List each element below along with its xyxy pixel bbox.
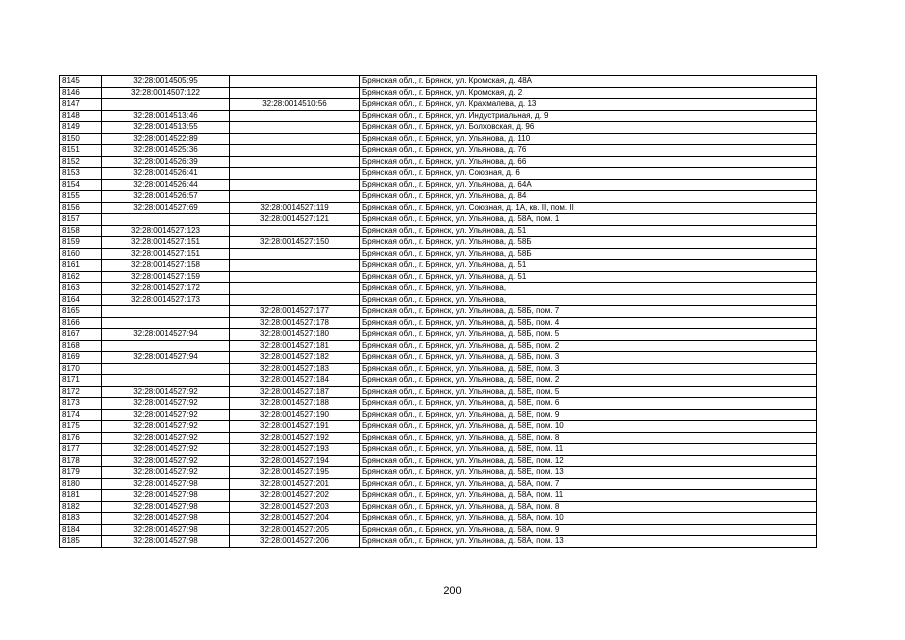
cadastral-number-cell: 32:28:0014505:95: [102, 76, 230, 88]
cadastral-number-cell: [102, 306, 230, 318]
address-cell: Брянская обл., г. Брянск, ул. Ульянова, д. 58Б, пом. 4: [360, 317, 817, 329]
table-row: [60, 191, 817, 203]
address-cell: Брянская обл., г. Брянск, ул. Ульянова, д. 58Е, пом. 5: [360, 386, 817, 398]
cadastral-number-cell: 32:28:0014527:92: [102, 444, 230, 456]
room-cadastral-number-cell: 32:28:0014527:202: [230, 490, 360, 502]
room-cadastral-number-cell: [230, 110, 360, 122]
address-cell: Брянская обл., г. Брянск, ул. Ульянова, д. 58Е, пом. 12: [360, 455, 817, 467]
cadastral-number-cell: 32:28:0014526:44: [102, 179, 230, 191]
address-cell: Брянская обл., г. Брянск, ул. Ульянова, д. 66: [360, 156, 817, 168]
cadastral-number-cell: [102, 340, 230, 352]
cadastral-number-cell: 32:28:0014527:94: [102, 352, 230, 364]
cadastral-number-cell: 32:28:0014527:98: [102, 478, 230, 490]
row-number-cell: 8179: [60, 467, 102, 479]
row-number-cell: 8148: [60, 110, 102, 122]
address-cell: Брянская обл., г. Брянск, ул. Болховская, д. 96: [360, 122, 817, 134]
address-cell: Брянская обл., г. Брянск, ул. Ульянова, д. 51: [360, 260, 817, 272]
row-number-cell: 8159: [60, 237, 102, 249]
cadastral-number-cell: 32:28:0014525:36: [102, 145, 230, 157]
cadastral-number-cell: 32:28:0014527:172: [102, 283, 230, 295]
address-cell: Брянская обл., г. Брянск, ул. Индустриальная, д. 9: [360, 110, 817, 122]
table-row: [60, 536, 817, 548]
table-row: [60, 168, 817, 180]
row-number-cell: 8161: [60, 260, 102, 272]
row-number-cell: 8155: [60, 191, 102, 203]
row-number-cell: 8156: [60, 202, 102, 214]
table-row: [60, 214, 817, 226]
cadastral-number-cell: 32:28:0014527:151: [102, 248, 230, 260]
row-number-cell: 8185: [60, 536, 102, 548]
cadastral-number-cell: 32:28:0014527:173: [102, 294, 230, 306]
address-cell: Брянская обл., г. Брянск, ул. Ульянова,: [360, 294, 817, 306]
room-cadastral-number-cell: [230, 122, 360, 134]
row-number-cell: 8184: [60, 524, 102, 536]
row-number-cell: 8151: [60, 145, 102, 157]
table-row: [60, 271, 817, 283]
cadastral-number-cell: 32:28:0014527:98: [102, 524, 230, 536]
room-cadastral-number-cell: 32:28:0014527:192: [230, 432, 360, 444]
room-cadastral-number-cell: 32:28:0014527:121: [230, 214, 360, 226]
room-cadastral-number-cell: 32:28:0014527:177: [230, 306, 360, 318]
room-cadastral-number-cell: 32:28:0014527:194: [230, 455, 360, 467]
table-row: [60, 398, 817, 410]
address-cell: Брянская обл., г. Брянск, ул. Ульянова, д. 58А, пом. 8: [360, 501, 817, 513]
row-number-cell: 8160: [60, 248, 102, 260]
address-cell: Брянская обл., г. Брянск, ул. Ульянова, д. 58Б, пом. 5: [360, 329, 817, 341]
address-cell: Брянская обл., г. Брянск, ул. Ульянова, д. 51: [360, 271, 817, 283]
room-cadastral-number-cell: 32:28:0014527:206: [230, 536, 360, 548]
table-row: [60, 478, 817, 490]
table-row: [60, 260, 817, 272]
table-row: [60, 490, 817, 502]
table-row: [60, 432, 817, 444]
table-body: [60, 76, 817, 548]
cadastral-number-cell: 32:28:0014527:151: [102, 237, 230, 249]
address-cell: Брянская обл., г. Брянск, ул. Ульянова,: [360, 283, 817, 295]
cadastral-number-cell: 32:28:0014527:123: [102, 225, 230, 237]
page-number: 200: [443, 585, 462, 597]
table-row: [60, 363, 817, 375]
row-number-cell: 8176: [60, 432, 102, 444]
address-cell: Брянская обл., г. Брянск, ул. Ульянова, д. 58А, пом. 11: [360, 490, 817, 502]
table-row: [60, 455, 817, 467]
row-number-cell: 8146: [60, 87, 102, 99]
table-row: [60, 294, 817, 306]
room-cadastral-number-cell: 32:28:0014527:178: [230, 317, 360, 329]
cadastral-number-cell: 32:28:0014513:55: [102, 122, 230, 134]
cadastral-number-cell: 32:28:0014527:98: [102, 490, 230, 502]
table-row: [60, 329, 817, 341]
room-cadastral-number-cell: 32:28:0014527:150: [230, 237, 360, 249]
cadastral-number-cell: 32:28:0014527:98: [102, 513, 230, 525]
row-number-cell: 8165: [60, 306, 102, 318]
row-number-cell: 8163: [60, 283, 102, 295]
table-row: [60, 110, 817, 122]
row-number-cell: 8167: [60, 329, 102, 341]
table-row: [60, 524, 817, 536]
room-cadastral-number-cell: 32:28:0014527:183: [230, 363, 360, 375]
room-cadastral-number-cell: [230, 145, 360, 157]
table-row: [60, 87, 817, 99]
cadastral-number-cell: 32:28:0014527:92: [102, 398, 230, 410]
table-row: [60, 237, 817, 249]
address-cell: Брянская обл., г. Брянск, ул. Ульянова, д. 58Е, пом. 13: [360, 467, 817, 479]
address-cell: Брянская обл., г. Брянск, ул. Ульянова, д. 58Е, пом. 10: [360, 421, 817, 433]
cadastral-number-cell: 32:28:0014527:92: [102, 421, 230, 433]
row-number-cell: 8168: [60, 340, 102, 352]
row-number-cell: 8173: [60, 398, 102, 410]
row-number-cell: 8172: [60, 386, 102, 398]
row-number-cell: 8147: [60, 99, 102, 111]
row-number-cell: 8180: [60, 478, 102, 490]
row-number-cell: 8145: [60, 76, 102, 88]
room-cadastral-number-cell: [230, 179, 360, 191]
room-cadastral-number-cell: 32:28:0014527:204: [230, 513, 360, 525]
address-cell: Брянская обл., г. Брянск, ул. Ульянова, д. 58А, пом. 7: [360, 478, 817, 490]
room-cadastral-number-cell: [230, 133, 360, 145]
address-cell: Брянская обл., г. Брянск, ул. Ульянова, д. 64А: [360, 179, 817, 191]
address-cell: Брянская обл., г. Брянск, ул. Ульянова, д. 58А, пом. 10: [360, 513, 817, 525]
room-cadastral-number-cell: 32:28:0014510:56: [230, 99, 360, 111]
row-number-cell: 8182: [60, 501, 102, 513]
table-row: [60, 145, 817, 157]
table-row: [60, 306, 817, 318]
cadastral-number-cell: 32:28:0014527:92: [102, 386, 230, 398]
room-cadastral-number-cell: [230, 191, 360, 203]
property-register-table: [59, 75, 817, 548]
cadastral-number-cell: [102, 99, 230, 111]
address-cell: Брянская обл., г. Брянск, ул. Ульянова, д. 84: [360, 191, 817, 203]
address-cell: Брянская обл., г. Брянск, ул. Ульянова, д. 58Б: [360, 248, 817, 260]
table-row: [60, 352, 817, 364]
table-row: [60, 248, 817, 260]
room-cadastral-number-cell: 32:28:0014527:191: [230, 421, 360, 433]
address-cell: Брянская обл., г. Брянск, ул. Союзная, д. 1А, кв. II, пом. II: [360, 202, 817, 214]
room-cadastral-number-cell: [230, 283, 360, 295]
cadastral-number-cell: 32:28:0014527:92: [102, 467, 230, 479]
cadastral-number-cell: 32:28:0014527:92: [102, 409, 230, 421]
row-number-cell: 8152: [60, 156, 102, 168]
row-number-cell: 8177: [60, 444, 102, 456]
address-cell: Брянская обл., г. Брянск, ул. Ульянова, д. 58Е, пом. 9: [360, 409, 817, 421]
room-cadastral-number-cell: 32:28:0014527:180: [230, 329, 360, 341]
room-cadastral-number-cell: [230, 260, 360, 272]
cadastral-number-cell: 32:28:0014527:94: [102, 329, 230, 341]
table-row: [60, 133, 817, 145]
cadastral-number-cell: 32:28:0014507:122: [102, 87, 230, 99]
address-cell: Брянская обл., г. Брянск, ул. Ульянова, д. 58Б, пом. 2: [360, 340, 817, 352]
cadastral-number-cell: [102, 317, 230, 329]
room-cadastral-number-cell: [230, 248, 360, 260]
row-number-cell: 8150: [60, 133, 102, 145]
room-cadastral-number-cell: [230, 271, 360, 283]
table-row: [60, 421, 817, 433]
address-cell: Брянская обл., г. Брянск, ул. Крахмалева, д. 13: [360, 99, 817, 111]
room-cadastral-number-cell: [230, 87, 360, 99]
address-cell: Брянская обл., г. Брянск, ул. Ульянова, д. 51: [360, 225, 817, 237]
address-cell: Брянская обл., г. Брянск, ул. Ульянова, д. 58Б: [360, 237, 817, 249]
room-cadastral-number-cell: [230, 294, 360, 306]
row-number-cell: 8174: [60, 409, 102, 421]
row-number-cell: 8181: [60, 490, 102, 502]
row-number-cell: 8171: [60, 375, 102, 387]
table-row: [60, 283, 817, 295]
row-number-cell: 8169: [60, 352, 102, 364]
room-cadastral-number-cell: 32:28:0014527:190: [230, 409, 360, 421]
row-number-cell: 8170: [60, 363, 102, 375]
table-row: [60, 501, 817, 513]
table-row: [60, 317, 817, 329]
address-cell: Брянская обл., г. Брянск, ул. Ульянова, д. 58Е, пом. 3: [360, 363, 817, 375]
table-row: [60, 156, 817, 168]
table-row: [60, 513, 817, 525]
room-cadastral-number-cell: 32:28:0014527:205: [230, 524, 360, 536]
table-row: [60, 202, 817, 214]
row-number-cell: 8178: [60, 455, 102, 467]
row-number-cell: 8175: [60, 421, 102, 433]
cadastral-number-cell: 32:28:0014527:159: [102, 271, 230, 283]
table-row: [60, 467, 817, 479]
cadastral-number-cell: 32:28:0014526:39: [102, 156, 230, 168]
row-number-cell: 8158: [60, 225, 102, 237]
table-row: [60, 409, 817, 421]
table-row: [60, 225, 817, 237]
address-cell: Брянская обл., г. Брянск, ул. Ульянова, д. 58А, пом. 13: [360, 536, 817, 548]
address-cell: Брянская обл., г. Брянск, ул. Кромская, д. 48А: [360, 76, 817, 88]
cadastral-number-cell: 32:28:0014527:69: [102, 202, 230, 214]
address-cell: Брянская обл., г. Брянск, ул. Ульянова, д. 58Е, пом. 8: [360, 432, 817, 444]
row-number-cell: 8157: [60, 214, 102, 226]
cadastral-number-cell: 32:28:0014526:57: [102, 191, 230, 203]
table-row: [60, 386, 817, 398]
room-cadastral-number-cell: 32:28:0014527:201: [230, 478, 360, 490]
cadastral-number-cell: [102, 214, 230, 226]
cadastral-number-cell: 32:28:0014527:98: [102, 501, 230, 513]
address-cell: Брянская обл., г. Брянск, ул. Кромская, д. 2: [360, 87, 817, 99]
row-number-cell: 8164: [60, 294, 102, 306]
row-number-cell: 8154: [60, 179, 102, 191]
row-number-cell: 8183: [60, 513, 102, 525]
cadastral-number-cell: [102, 375, 230, 387]
row-number-cell: 8149: [60, 122, 102, 134]
room-cadastral-number-cell: 32:28:0014527:184: [230, 375, 360, 387]
address-cell: Брянская обл., г. Брянск, ул. Ульянова, д. 58Б, пом. 3: [360, 352, 817, 364]
cadastral-number-cell: 32:28:0014527:92: [102, 432, 230, 444]
room-cadastral-number-cell: 32:28:0014527:181: [230, 340, 360, 352]
row-number-cell: 8166: [60, 317, 102, 329]
address-cell: Брянская обл., г. Брянск, ул. Ульянова, д. 58Б, пом. 7: [360, 306, 817, 318]
address-cell: Брянская обл., г. Брянск, ул. Ульянова, д. 58А, пом. 9: [360, 524, 817, 536]
address-cell: Брянская обл., г. Брянск, ул. Ульянова, д. 58Е, пом. 6: [360, 398, 817, 410]
room-cadastral-number-cell: [230, 168, 360, 180]
address-cell: Брянская обл., г. Брянск, ул. Ульянова, д. 76: [360, 145, 817, 157]
table-row: [60, 179, 817, 191]
address-cell: Брянская обл., г. Брянск, ул. Союзная, д. 6: [360, 168, 817, 180]
room-cadastral-number-cell: [230, 156, 360, 168]
cadastral-number-cell: 32:28:0014513:46: [102, 110, 230, 122]
room-cadastral-number-cell: [230, 225, 360, 237]
cadastral-number-cell: 32:28:0014526:41: [102, 168, 230, 180]
room-cadastral-number-cell: 32:28:0014527:203: [230, 501, 360, 513]
address-cell: Брянская обл., г. Брянск, ул. Ульянова, д. 58Е, пом. 11: [360, 444, 817, 456]
room-cadastral-number-cell: 32:28:0014527:187: [230, 386, 360, 398]
cadastral-number-cell: 32:28:0014527:158: [102, 260, 230, 272]
room-cadastral-number-cell: 32:28:0014527:119: [230, 202, 360, 214]
room-cadastral-number-cell: 32:28:0014527:195: [230, 467, 360, 479]
cadastral-number-cell: 32:28:0014527:98: [102, 536, 230, 548]
table-row: [60, 99, 817, 111]
cadastral-number-cell: [102, 363, 230, 375]
room-cadastral-number-cell: [230, 76, 360, 88]
table-row: [60, 76, 817, 88]
room-cadastral-number-cell: 32:28:0014527:193: [230, 444, 360, 456]
address-cell: Брянская обл., г. Брянск, ул. Ульянова, д. 58Е, пом. 2: [360, 375, 817, 387]
room-cadastral-number-cell: 32:28:0014527:188: [230, 398, 360, 410]
address-cell: Брянская обл., г. Брянск, ул. Ульянова, д. 110: [360, 133, 817, 145]
row-number-cell: 8162: [60, 271, 102, 283]
address-cell: Брянская обл., г. Брянск, ул. Ульянова, д. 58А, пом. 1: [360, 214, 817, 226]
cadastral-number-cell: 32:28:0014527:92: [102, 455, 230, 467]
row-number-cell: 8153: [60, 168, 102, 180]
table-row: [60, 444, 817, 456]
cadastral-number-cell: 32:28:0014522:89: [102, 133, 230, 145]
table-row: [60, 375, 817, 387]
table-row: [60, 122, 817, 134]
table-row: [60, 340, 817, 352]
room-cadastral-number-cell: 32:28:0014527:182: [230, 352, 360, 364]
